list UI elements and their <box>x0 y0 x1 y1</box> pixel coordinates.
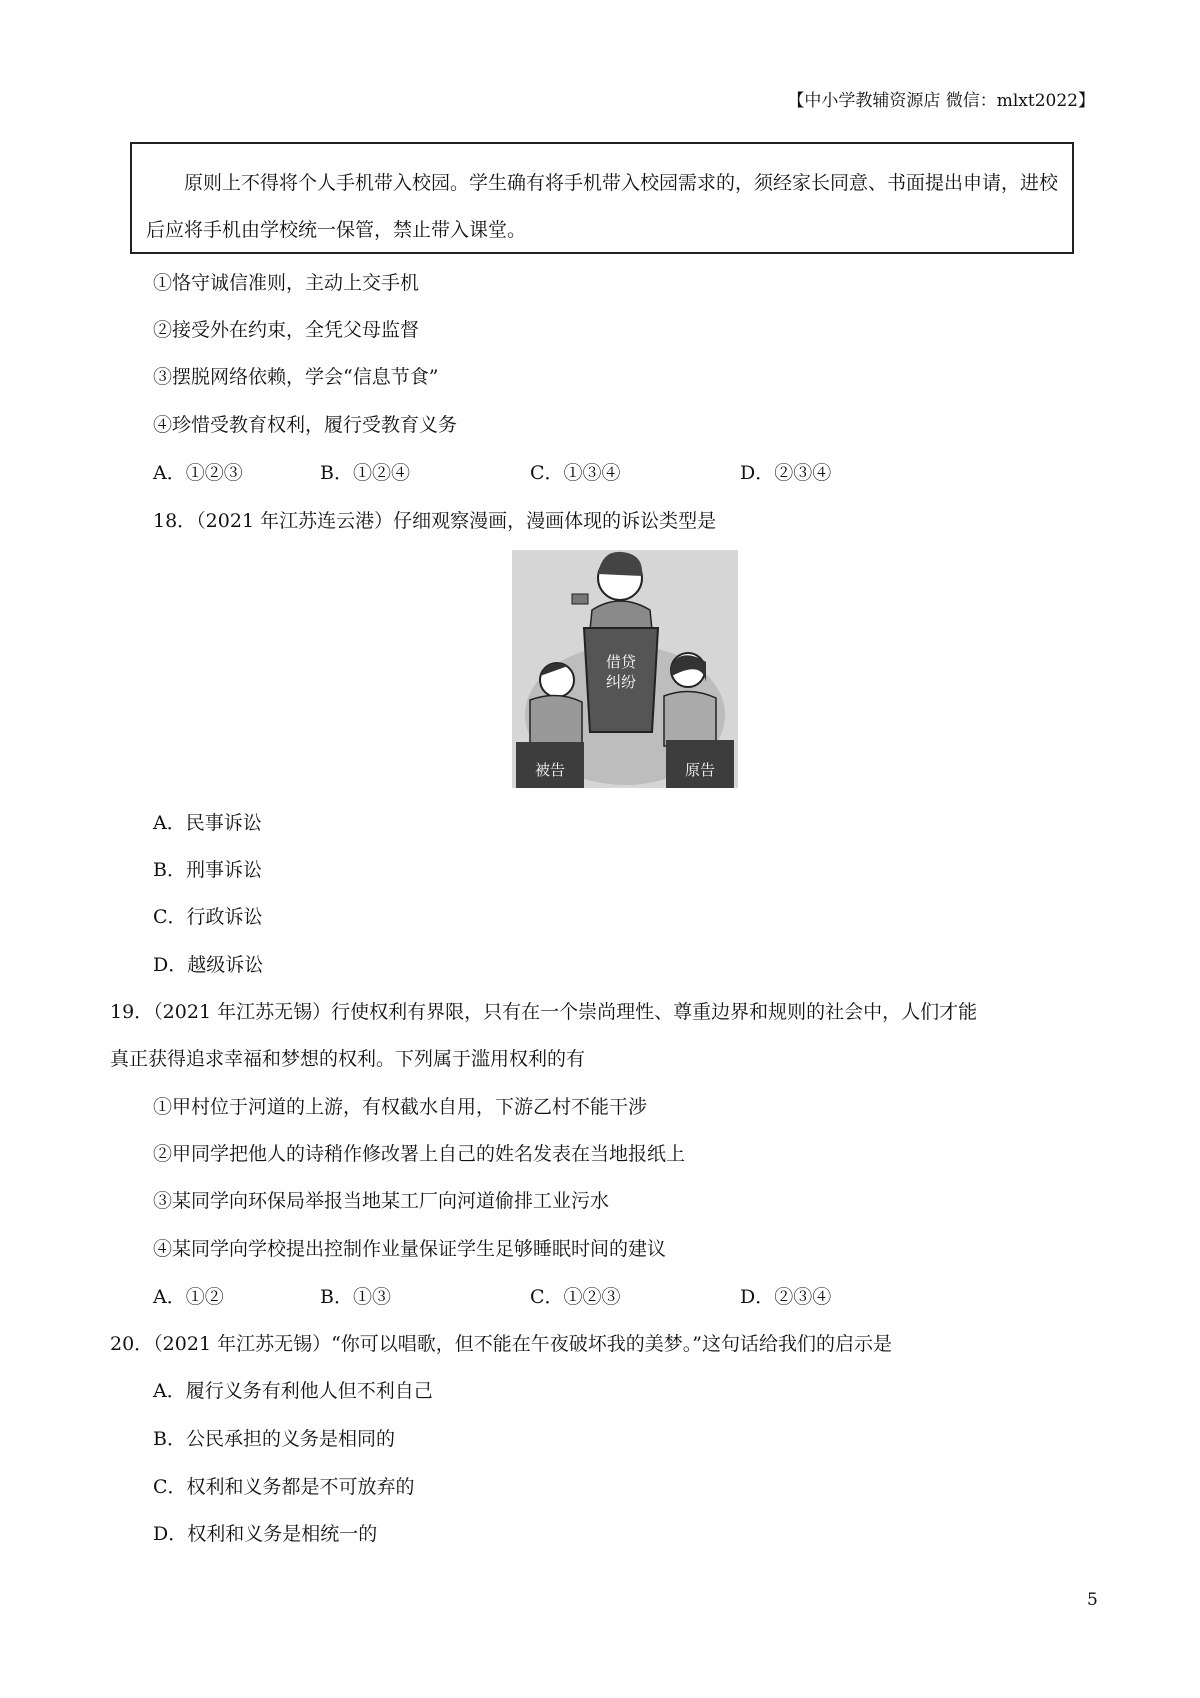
q17-item-4: ④珍惜受教育权利，履行受教育义务 <box>153 414 458 436</box>
q17-options <box>153 458 1053 488</box>
q18-option-a: A．民事诉讼 <box>153 812 262 834</box>
q18-option-d: D．越级诉讼 <box>153 954 264 976</box>
defendant-label: 被告 <box>534 761 566 779</box>
q17-option-c: C．①③④ <box>530 462 621 484</box>
q20-option-b: B．公民承担的义务是相同的 <box>153 1428 395 1450</box>
q19-item-1: ①甲村位于河道的上游，有权截水自用，下游乙村不能干涉 <box>153 1096 648 1118</box>
q17-item-1: ①恪守诚信准则，主动上交手机 <box>153 272 420 294</box>
q20-option-d: D．权利和义务是相统一的 <box>153 1523 378 1545</box>
q19-stem-line2: 真正获得追求幸福和梦想的权利。下列属于滥用权利的有 <box>110 1048 586 1070</box>
q19-item-2: ②甲同学把他人的诗稍作修改署上自己的姓名发表在当地报纸上 <box>153 1143 686 1165</box>
q17-item-2: ②接受外在约束，全凭父母监督 <box>153 319 420 341</box>
q19-item-3: ③某同学向环保局举报当地某工厂向河道偷排工业污水 <box>153 1190 610 1212</box>
q19-option-c: C．①②③ <box>530 1286 621 1308</box>
q17-option-d: D．②③④ <box>740 462 832 484</box>
q18-option-b: B．刑事诉讼 <box>153 859 262 881</box>
q18-stem: 18．（2021 年江苏连云港）仔细观察漫画，漫画体现的诉讼类型是 <box>153 510 717 532</box>
material-text: 原则上不得将个人手机带入校园。学生确有将手机带入校园需求的，须经家长同意、书面提出申请，进校后应将手机由学校统一保管，禁止带入课堂。 <box>146 172 1059 241</box>
q19-option-b: B．①③ <box>320 1286 391 1308</box>
q19-stem-line1: 19．（2021 年江苏无锡）行使权利有界限，只有在一个崇尚理性、尊重边界和规则的社会中，人们才能 <box>110 1001 978 1023</box>
q17-option-a: A．①②③ <box>153 462 243 484</box>
q18-option-c: C．行政诉讼 <box>153 906 263 928</box>
podium-label-1: 借贷 <box>605 653 637 671</box>
q17-option-b: B．①②④ <box>320 462 410 484</box>
q19-item-4: ④某同学向学校提出控制作业量保证学生足够睡眠时间的建议 <box>153 1238 667 1260</box>
page-number: 5 <box>1087 1590 1098 1610</box>
plaintiff-label: 原告 <box>684 761 716 779</box>
podium-label-2: 纠纷 <box>605 673 637 691</box>
q20-option-a: A．履行义务有利他人但不利自己 <box>153 1380 433 1402</box>
q17-item-3: ③摆脱网络依赖，学会“信息节食” <box>153 366 439 388</box>
q19-option-a: A．①② <box>153 1286 224 1308</box>
q20-stem: 20．（2021 年江苏无锡）“你可以唱歌，但不能在午夜破坏我的美梦。”这句话给我们的启示是 <box>110 1333 892 1355</box>
material-box <box>130 142 1074 254</box>
header-note: 【中小学教辅资源店 微信：mlxt2022】 <box>787 91 1095 111</box>
q19-option-d: D．②③④ <box>740 1286 832 1308</box>
lawsuit-cartoon <box>512 550 738 788</box>
q20-option-c: C．权利和义务都是不可放弃的 <box>153 1476 415 1498</box>
q19-options <box>153 1282 1053 1312</box>
